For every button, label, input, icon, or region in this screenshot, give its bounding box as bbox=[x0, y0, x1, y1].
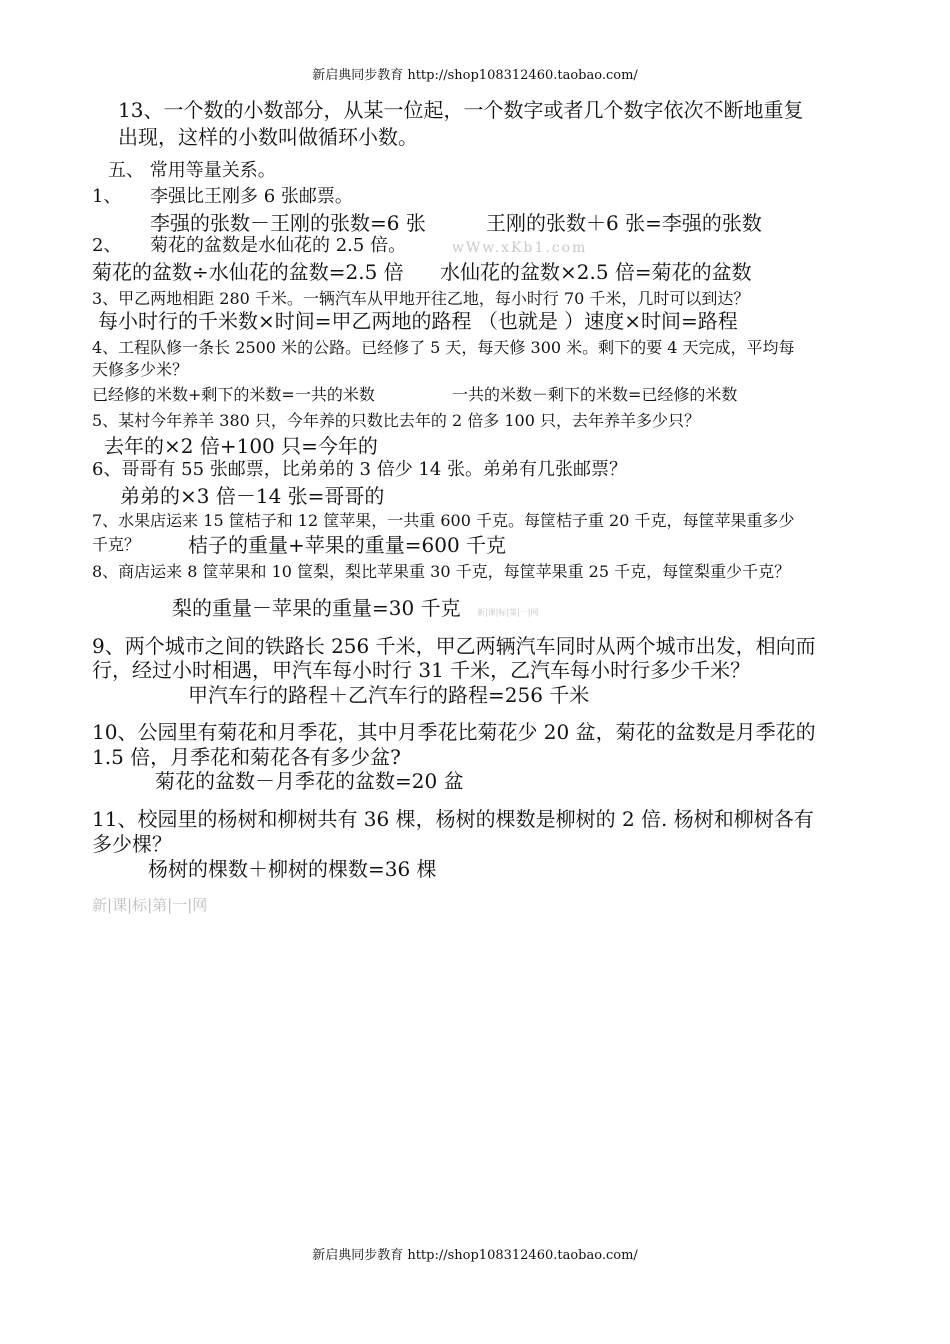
page-header: 新启典同步教育 http://shop108312460.taobao.com/ bbox=[312, 68, 638, 83]
q1-equation-2: 王刚的张数＋6 张=李强的张数 bbox=[486, 211, 762, 235]
q4-line2: 天修多少米？ bbox=[92, 360, 189, 379]
q10-line1: 10、公园里有菊花和月季花，其中月季花比菊花少 20 盆，菊花的盆数是月季花的 bbox=[92, 720, 816, 744]
q2-number: 2、 bbox=[92, 235, 122, 256]
page-footer: 新启典同步教育 http://shop108312460.taobao.com/ bbox=[312, 1248, 638, 1263]
q7-line1: 7、水果店运来 15 筐桔子和 12 筐苹果，一共重 600 千克。每筐桔子重 20 千克，每筐苹果重多少 bbox=[92, 511, 795, 530]
section5-title: 五、 常用等量关系。 bbox=[108, 160, 276, 181]
q4-equation-2: 一共的米数－剩下的米数=已经修的米数 bbox=[452, 385, 738, 404]
q3-equation: 每小时行的千米数×时间=甲乙两地的路程 （也就是 ）速度×时间=路程 bbox=[98, 309, 738, 333]
q2-watermark: wWw.xKb1.com bbox=[452, 240, 588, 256]
q11-equation: 杨树的棵数＋柳树的棵数=36 棵 bbox=[148, 857, 437, 881]
q8-watermark: 新|课|标|第|一|网 bbox=[477, 608, 539, 617]
q1-equation-1: 李强的张数－王刚的张数=6 张 bbox=[150, 211, 426, 235]
q2-question: 菊花的盆数是水仙花的 2.5 倍。 bbox=[150, 235, 407, 256]
item13-line1: 13、一个数的小数部分，从某一位起，一个数字或者几个数字依次不断地重复 bbox=[118, 98, 804, 122]
bottom-watermark: 新|课|标|第|一|网 bbox=[92, 896, 208, 914]
q6-question: 6、哥哥有 55 张邮票，比弟弟的 3 倍少 14 张。弟弟有几张邮票？ bbox=[92, 459, 628, 480]
q4-equation-1: 已经修的米数+剩下的米数=一共的米数 bbox=[92, 385, 375, 404]
q7-line2: 千克？ bbox=[92, 535, 141, 554]
q7-equation: 桔子的重量+苹果的重量=600 千克 bbox=[188, 533, 507, 557]
q8-equation: 梨的重量－苹果的重量=30 千克 bbox=[172, 596, 461, 620]
q5-question: 5、某村今年养羊 380 只，今年养的只数比去年的 2 倍多 100 只，去年养羊多少只？ bbox=[92, 411, 700, 430]
q8-question: 8、商店运来 8 筐苹果和 10 筐梨，梨比苹果重 30 千克，每筐苹果重 25 千克，每筐梨重少千克？ bbox=[92, 562, 791, 581]
q11-line2: 多少棵？ bbox=[92, 832, 172, 856]
q10-equation: 菊花的盆数－月季花的盆数=20 盆 bbox=[155, 769, 464, 793]
q1-question: 李强比王刚多 6 张邮票。 bbox=[150, 186, 353, 207]
q11-line1: 11、校园里的杨树和柳树共有 36 棵，杨树的棵数是柳树的 2 倍. 杨树和柳树各有 bbox=[92, 807, 814, 831]
q2-equation-1: 菊花的盆数÷水仙花的盆数=2.5 倍 bbox=[92, 260, 404, 284]
q4-line1: 4、工程队修一条长 2500 米的公路。已经修了 5 天，每天修 300 米。剩下的要 4 天完成，平均每 bbox=[92, 338, 795, 357]
q3-question: 3、甲乙两地相距 280 千米。一辆汽车从甲地开往乙地，每小时行 70 千米，几时可以到达？ bbox=[92, 289, 750, 308]
q1-number: 1、 bbox=[92, 186, 122, 207]
q5-equation: 去年的×2 倍+100 只=今年的 bbox=[104, 434, 378, 458]
q9-line1: 9、两个城市之间的铁路长 256 千米，甲乙两辆汽车同时从两个城市出发，相向而 bbox=[92, 634, 816, 658]
q6-equation: 弟弟的×3 倍－14 张=哥哥的 bbox=[120, 484, 385, 508]
q10-line2: 1.5 倍，月季花和菊花各有多少盆? bbox=[92, 745, 401, 769]
q9-equation: 甲汽车行的路程＋乙汽车行的路程=256 千米 bbox=[188, 683, 590, 707]
item13-line2: 出现，这样的小数叫做循环小数。 bbox=[118, 125, 418, 149]
q2-equation-2: 水仙花的盆数×2.5 倍=菊花的盆数 bbox=[440, 260, 752, 284]
q9-line2: 行，经过小时相遇，甲汽车每小时行 31 千米，乙汽车每小时行多少千米？ bbox=[92, 658, 751, 682]
